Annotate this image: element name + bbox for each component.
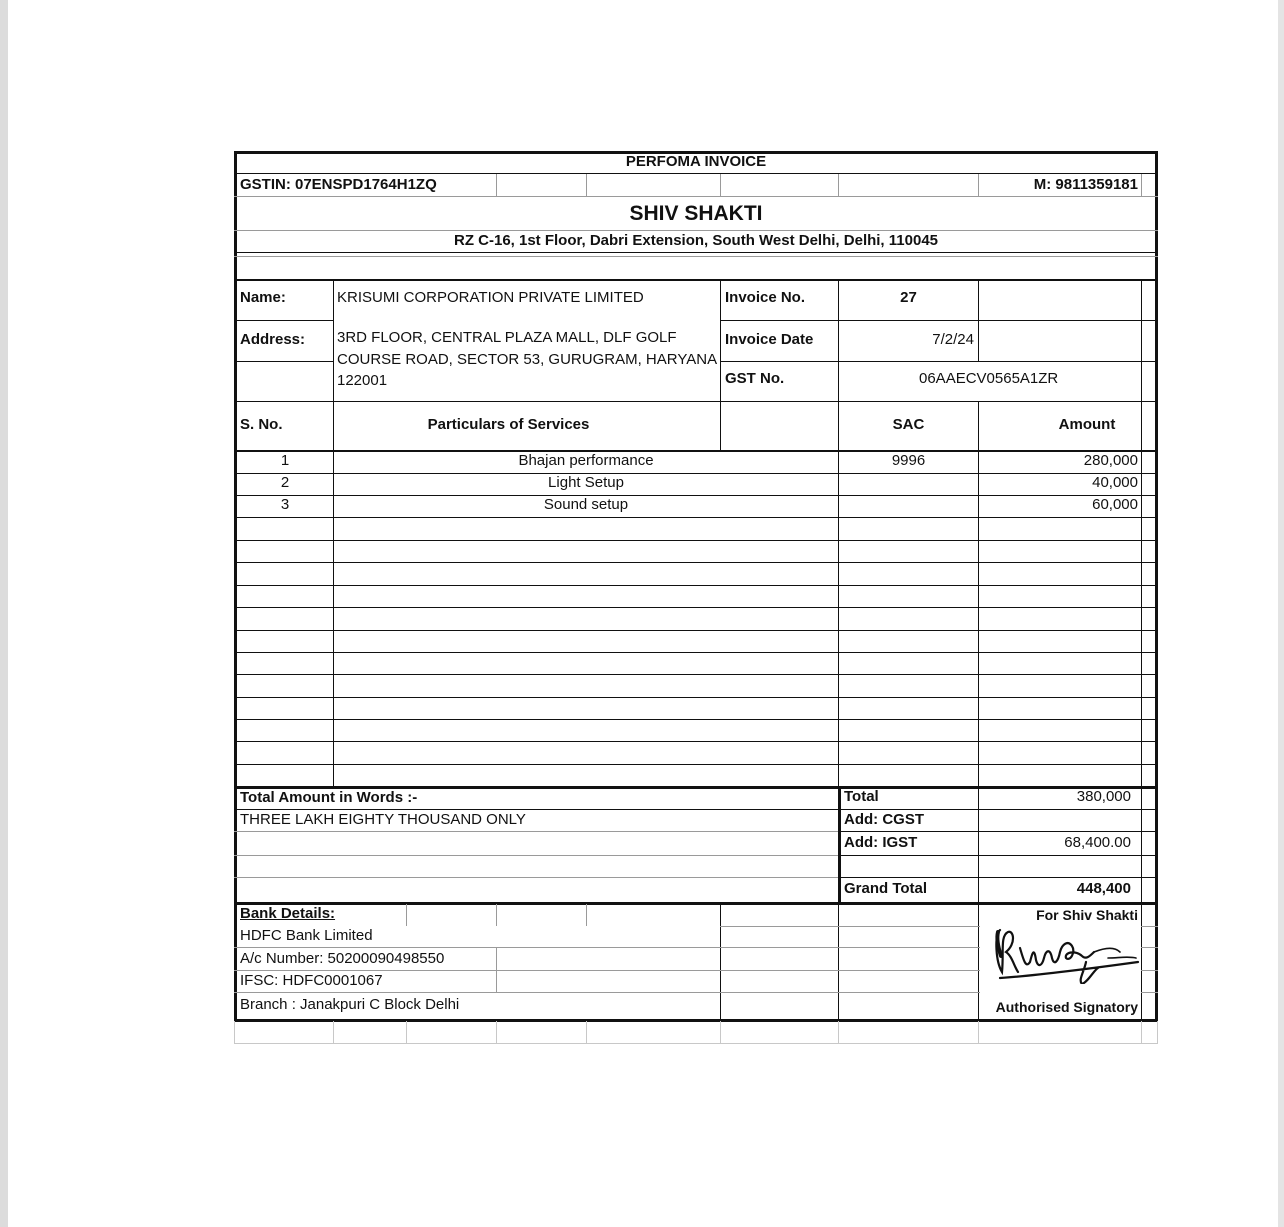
- company-name: SHIV SHAKTI: [629, 202, 763, 225]
- words-label: Total Amount in Words :-: [240, 789, 418, 806]
- item-sac: 9996: [891, 452, 926, 469]
- col-particulars-header: Particulars of Services: [427, 416, 590, 433]
- row-divider: [234, 697, 1158, 698]
- bank-name: HDFC Bank Limited: [240, 927, 373, 944]
- row-divider: [234, 585, 1158, 586]
- invoice-no-value: 27: [900, 289, 917, 306]
- bank-details-label: Bank Details:: [240, 905, 336, 922]
- invoice-heading: PERFOMA INVOICE: [625, 153, 767, 170]
- customer-address-line-1: 3RD FLOOR, CENTRAL PLAZA MALL, DLF GOLF: [337, 329, 677, 346]
- row-divider: [234, 719, 1158, 720]
- company-address: RZ C-16, 1st Floor, Dabri Extension, South West Delhi, Delhi, 110045: [453, 232, 938, 249]
- customer-address-line-3: 122001: [337, 372, 388, 389]
- mobile-number: M: 9811359181: [1033, 176, 1138, 193]
- item-sno: 1: [280, 452, 290, 469]
- row-divider: [234, 517, 1158, 518]
- item-sno: 3: [280, 496, 290, 513]
- authorised-signatory-label: Authorised Signatory: [995, 999, 1138, 1015]
- signature-image: [990, 922, 1140, 984]
- item-amount: 60,000: [1092, 496, 1138, 513]
- row-divider: [234, 741, 1158, 742]
- item-particulars: Light Setup: [548, 474, 624, 491]
- address-label: Address:: [240, 331, 306, 348]
- for-company-label: For Shiv Shakti: [1036, 907, 1138, 923]
- row-divider: [234, 674, 1158, 675]
- invoice-date-value: 7/2/24: [932, 331, 974, 348]
- igst-label: Add: IGST: [844, 834, 918, 851]
- gst-no-value: 06AAECV0565A1ZR: [919, 370, 1059, 387]
- row-divider: [234, 607, 1158, 608]
- total-value: 380,000: [1076, 788, 1131, 805]
- igst-value: 68,400.00: [1064, 834, 1131, 851]
- row-divider: [234, 652, 1158, 653]
- item-amount: 280,000: [1083, 452, 1138, 469]
- col-sno-header: S. No.: [240, 416, 283, 433]
- row-divider: [234, 562, 1158, 563]
- row-divider: [234, 540, 1158, 541]
- bank-branch: Branch : Janakpuri C Block Delhi: [240, 996, 460, 1013]
- grand-total-label: Grand Total: [844, 880, 928, 897]
- col-sac-header: SAC: [892, 416, 925, 433]
- invoice-date-label: Invoice Date: [725, 331, 814, 348]
- grand-total-value: 448,400: [1076, 880, 1131, 897]
- row-divider: [234, 764, 1158, 765]
- bank-account: A/c Number: 50200090498550: [240, 950, 445, 967]
- bank-ifsc: IFSC: HDFC0001067: [240, 972, 383, 989]
- item-amount: 40,000: [1092, 474, 1138, 491]
- item-sno: 2: [280, 474, 290, 491]
- col-amount-header: Amount: [1058, 416, 1116, 433]
- item-particulars: Sound setup: [543, 496, 629, 513]
- customer-address-line-2: COURSE ROAD, SECTOR 53, GURUGRAM, HARYANA: [337, 351, 718, 368]
- words-value: THREE LAKH EIGHTY THOUSAND ONLY: [240, 811, 526, 828]
- total-label: Total: [844, 788, 879, 805]
- row-divider: [234, 630, 1158, 631]
- cgst-label: Add: CGST: [844, 811, 924, 828]
- name-label: Name:: [240, 289, 286, 306]
- viewer-right-edge: [1278, 0, 1284, 1227]
- item-particulars: Bhajan performance: [518, 452, 654, 469]
- gst-no-label: GST No.: [725, 370, 785, 387]
- invoice-no-label: Invoice No.: [725, 289, 806, 306]
- customer-name: KRISUMI CORPORATION PRIVATE LIMITED: [337, 289, 644, 306]
- gstin-label: GSTIN: 07ENSPD1764H1ZQ: [240, 176, 437, 193]
